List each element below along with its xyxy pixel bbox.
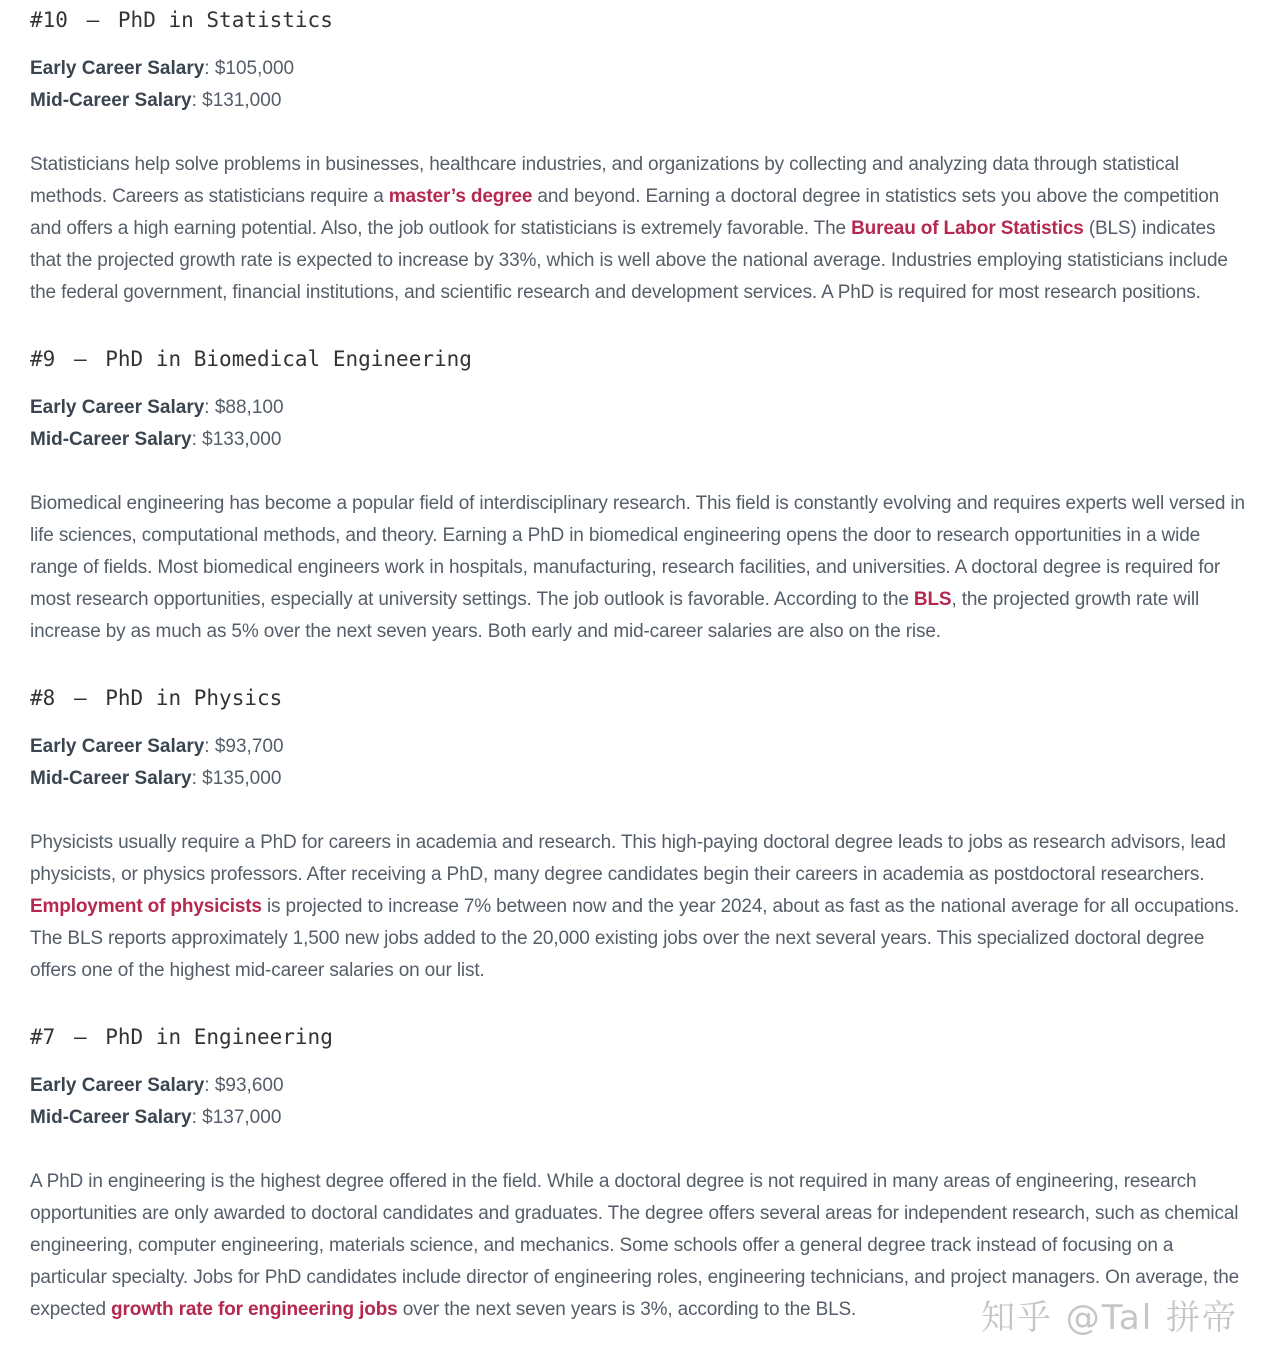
text-segment: and beyond. Earning a doctoral degree in statistics sets you above the competition: [532, 186, 1220, 207]
early-career-salary: [30, 1070, 1272, 1102]
description-line: [30, 584, 1272, 616]
salary-label: Mid-Career Salary: [30, 768, 192, 789]
salary-block: [30, 731, 1272, 795]
description-line: Physicists usually require a PhD for careers in academia and research. This high-paying doctoral degree leads to jobs as research advisors, lead: [30, 832, 1226, 853]
inline-link[interactable]: Employment of physicists: [30, 896, 262, 917]
degree-title: PhD in Biomedical Engineering: [105, 347, 472, 371]
description-line: life sciences, computational methods, and theory. Earning a PhD in biomedical engineering opens the door to research opportunities in a wide: [30, 525, 1201, 546]
rank-number: #8: [30, 686, 56, 710]
rank-separator: –: [86, 8, 100, 32]
description-line: that the projected growth rate is expected to increase by 33%, which is well above the national average. Industries employing statisticians include: [30, 250, 1228, 271]
degree-entry: [30, 339, 1272, 648]
early-career-salary: [30, 731, 1272, 763]
degree-title: PhD in Physics: [105, 686, 283, 710]
description-line: the federal government, financial institutions, and scientific research and development services. A PhD is required for most research positions.: [30, 282, 1201, 303]
salary-value: : $93,600: [204, 1075, 284, 1096]
salary-block: [30, 1070, 1272, 1134]
salary-value: : $93,700: [204, 736, 284, 757]
rank-separator: –: [73, 686, 87, 710]
text-segment: and offers a high earning potential. Also, the job outlook for statisticians is extremely favorable. The: [30, 218, 852, 239]
description-line: physicists, or physics professors. After receiving a PhD, many degree candidates begin their careers in academia as postdoctoral researchers.: [30, 864, 1205, 885]
salary-value: : $88,100: [204, 397, 284, 418]
rank-separator: –: [73, 347, 87, 371]
watermark: 知乎 @Tal 拼帝: [980, 1298, 1238, 1338]
degree-heading: [30, 339, 1272, 379]
inline-link[interactable]: master’s degree: [388, 186, 533, 207]
text-segment: over the next seven years is 3%, according to the BLS.: [397, 1299, 857, 1320]
description-line: [30, 181, 1272, 213]
description-line: engineering, computer engineering, materials science, and mechanics. Some schools offer a general degree track instead of focusing on a: [30, 1235, 1174, 1256]
salary-label: Early Career Salary: [30, 736, 205, 757]
mid-career-salary: [30, 1102, 1272, 1134]
rank-number: #7: [30, 1025, 56, 1049]
inline-link[interactable]: Bureau of Labor Statistics: [851, 218, 1084, 239]
degree-heading: [30, 0, 1272, 40]
salary-label: Early Career Salary: [30, 397, 205, 418]
salary-block: [30, 392, 1272, 456]
mid-career-salary: [30, 85, 1272, 117]
description-line: increase by as much as 5% over the next seven years. Both early and mid-career salaries are also on the rise.: [30, 621, 941, 642]
salary-label: Mid-Career Salary: [30, 429, 192, 450]
degree-entry: [30, 678, 1272, 987]
salary-value: : $131,000: [191, 90, 282, 111]
inline-link[interactable]: growth rate for engineering jobs: [111, 1299, 398, 1320]
text-segment: expected: [30, 1299, 112, 1320]
degree-title: PhD in Statistics: [117, 8, 333, 32]
description-line: offers one of the highest mid-career salaries on our list.: [30, 960, 485, 981]
degree-entry: [30, 0, 1272, 309]
rank-number: #9: [30, 347, 56, 371]
inline-link[interactable]: BLS: [913, 589, 952, 610]
degree-heading: [30, 1017, 1272, 1057]
salary-value: : $137,000: [191, 1107, 282, 1128]
description-line: A PhD in engineering is the highest degree offered in the field. While a doctoral degree is not required in many areas of engineering, research: [30, 1171, 1197, 1192]
degree-title: PhD in Engineering: [105, 1025, 333, 1049]
description-line: The BLS reports approximately 1,500 new jobs added to the 20,000 existing jobs over the next several years. This specialized doctoral degree: [30, 928, 1205, 949]
description-line: [30, 213, 1272, 245]
salary-block: [30, 53, 1272, 117]
early-career-salary: [30, 392, 1272, 424]
text-segment: (BLS) indicates: [1083, 218, 1216, 239]
degree-entry: [30, 1017, 1272, 1326]
description-line: Biomedical engineering has become a popular field of interdisciplinary research. This field is constantly evolving and requires experts well versed in: [30, 493, 1245, 514]
rank-separator: –: [73, 1025, 87, 1049]
degree-description: [30, 488, 1272, 648]
salary-label: Mid-Career Salary: [30, 90, 192, 111]
early-career-salary: [30, 53, 1272, 85]
degree-heading: [30, 678, 1272, 718]
text-segment: most research opportunities, especially at university settings. The job outlook is favorable. According to the: [30, 589, 914, 610]
description-line: range of fields. Most biomedical engineers work in hospitals, manufacturing, research facilities, and universities. A doctoral degree is required for: [30, 557, 1221, 578]
description-line: particular specialty. Jobs for PhD candidates include director of engineering roles, engineering technicians, and project managers. On average, the: [30, 1267, 1240, 1288]
mid-career-salary: [30, 424, 1272, 456]
salary-value: : $133,000: [191, 429, 282, 450]
text-segment: methods. Careers as statisticians require a: [30, 186, 389, 207]
salary-label: Early Career Salary: [30, 1075, 205, 1096]
description-line: [30, 891, 1272, 923]
text-segment: is projected to increase 7% between now and the year 2024, about as fast as the national average for all occupations.: [261, 896, 1240, 917]
rank-number: #10: [30, 8, 68, 32]
salary-value: : $135,000: [191, 768, 282, 789]
text-segment: , the projected growth rate will: [951, 589, 1200, 610]
degree-description: [30, 827, 1272, 987]
salary-label: Mid-Career Salary: [30, 1107, 192, 1128]
salary-label: Early Career Salary: [30, 58, 205, 79]
mid-career-salary: [30, 763, 1272, 795]
salary-value: : $105,000: [204, 58, 295, 79]
description-line: Statisticians help solve problems in businesses, healthcare industries, and organizations by collecting and analyzing data through statistical: [30, 154, 1179, 175]
degree-description: [30, 149, 1272, 309]
description-line: opportunities are only awarded to doctoral candidates and graduates. The degree offers several areas for independent research, such as chemical: [30, 1203, 1239, 1224]
